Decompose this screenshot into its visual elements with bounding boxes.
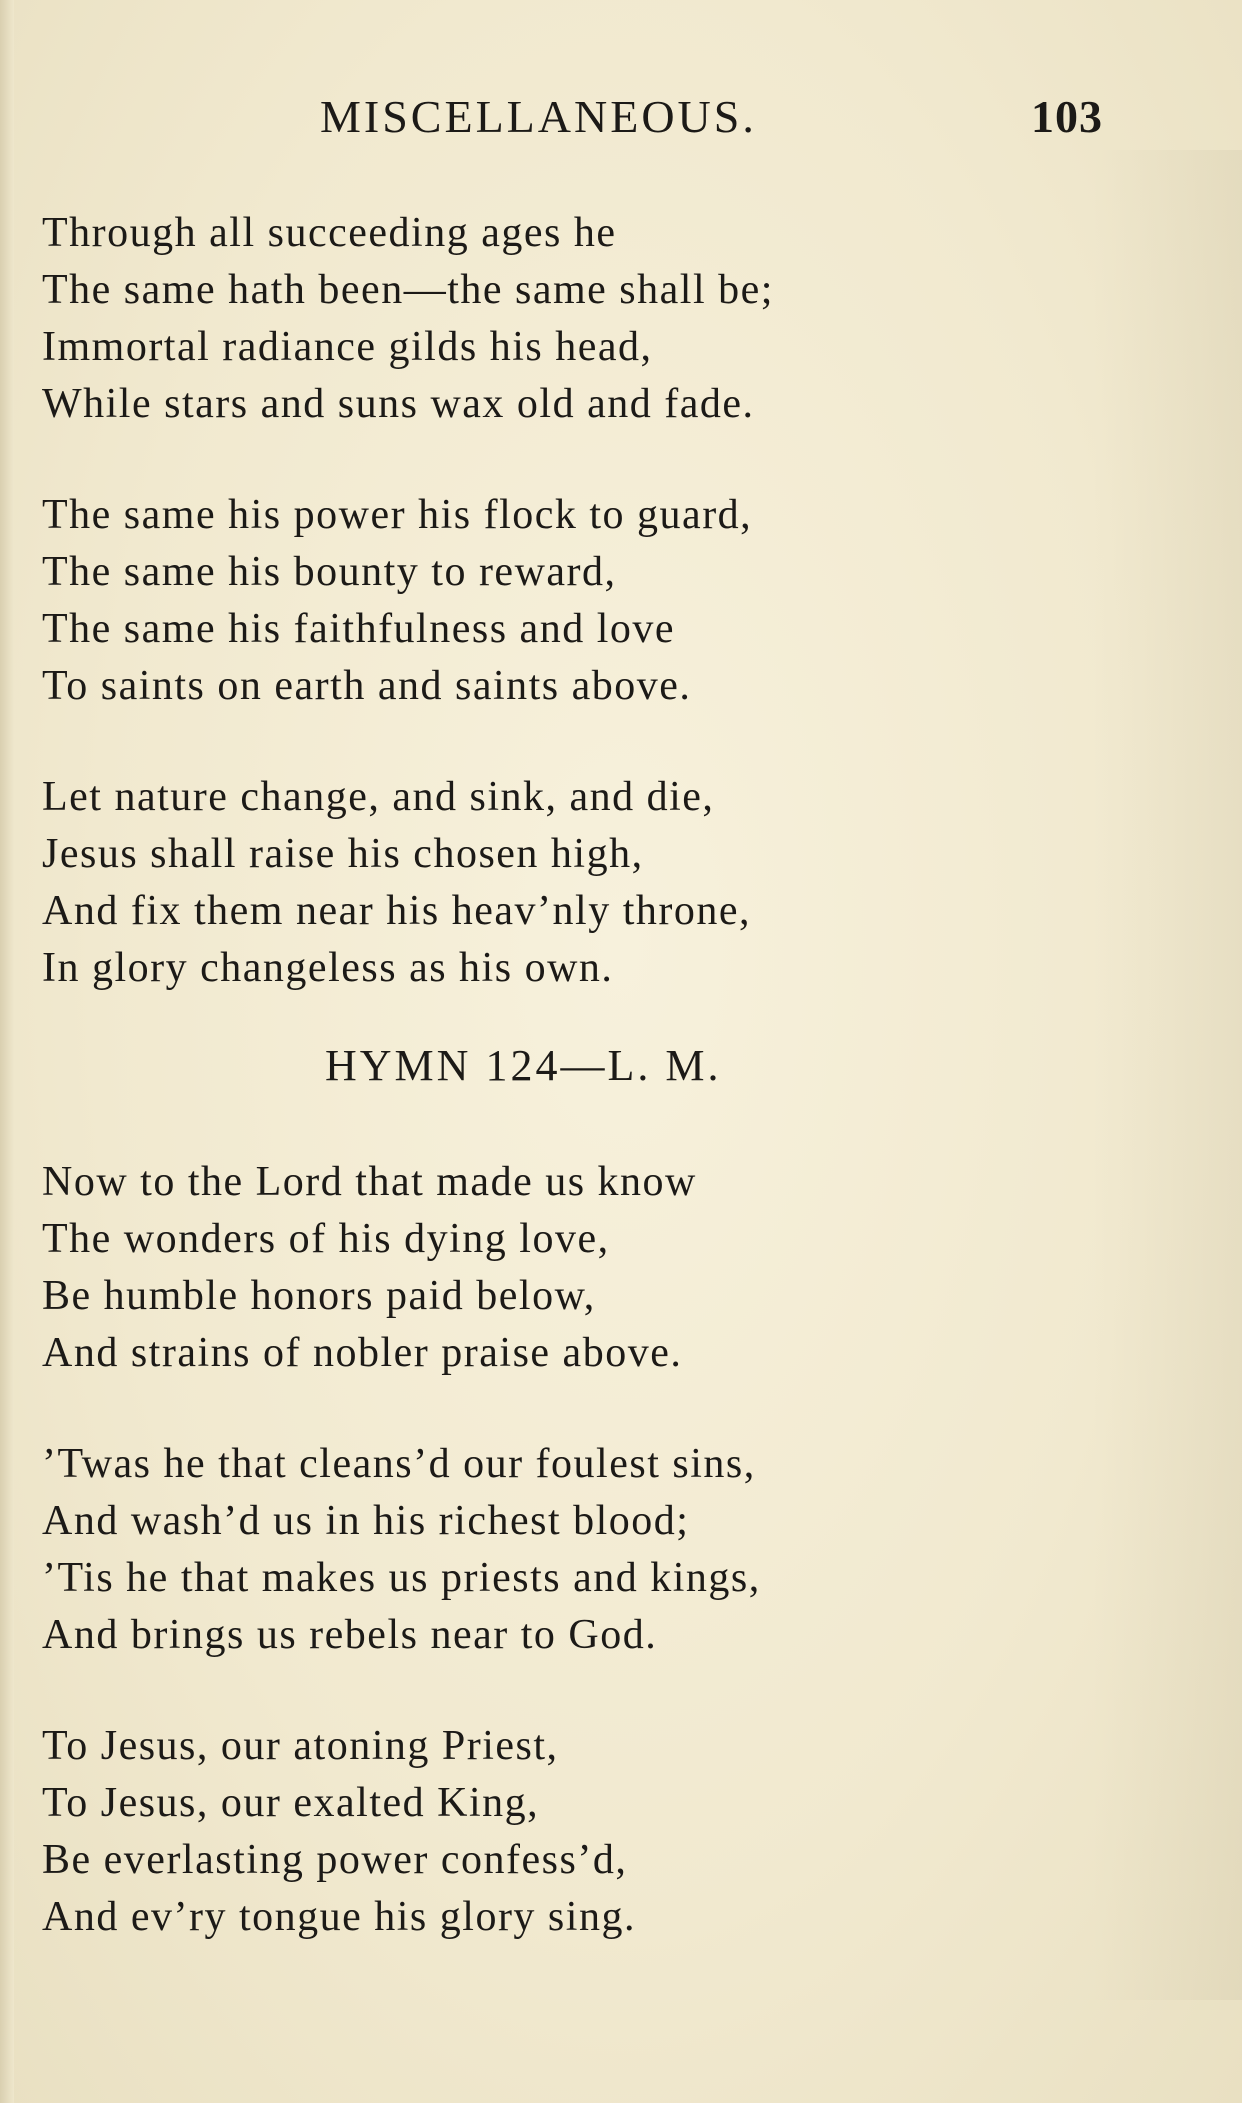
verse-line: The same his faithfulness and love: [42, 606, 676, 652]
stanza: [42, 487, 1122, 715]
page-gutter-edge: [0, 0, 14, 2103]
hymn-title: HYMN 124—L. M.: [325, 1041, 722, 1090]
verse-line: The same his bounty to reward,: [42, 549, 617, 595]
verse-line: The wonders of his dying love,: [42, 1216, 610, 1262]
verse-line: Be humble honors paid below,: [42, 1273, 596, 1319]
stanza: [42, 769, 1122, 997]
verse-line: In glory changeless as his own.: [42, 945, 614, 991]
verse-line: Be everlasting power confess’d,: [42, 1837, 628, 1883]
verse-line: And strains of nobler praise above.: [42, 1330, 683, 1376]
verse-line: And fix them near his heav’nly throne,: [42, 888, 751, 934]
stanza: [42, 1436, 1122, 1664]
verse-line: ’Tis he that makes us priests and kings,: [42, 1555, 761, 1601]
verse-line: To saints on earth and saints above.: [42, 663, 692, 709]
verse-line: While stars and suns wax old and fade.: [42, 381, 755, 427]
verse-line: To Jesus, our exalted King,: [42, 1780, 540, 1826]
verse-line: ’Twas he that cleans’d our foulest sins,: [42, 1441, 756, 1487]
running-title: MISCELLANEOUS.: [320, 91, 757, 142]
verse-line: To Jesus, our atoning Priest,: [42, 1723, 559, 1769]
verse-line: Immortal radiance gilds his head,: [42, 324, 653, 370]
stanza: [42, 205, 1122, 433]
stanza: [42, 1718, 1122, 1946]
stanza: [42, 1154, 1122, 1382]
verse-line: Through all succeeding ages he: [42, 210, 617, 256]
verse-line: The same hath been—the same shall be;: [42, 267, 774, 313]
verse-line: And ev’ry tongue his glory sing.: [42, 1894, 636, 1940]
page-number: 103: [1031, 91, 1103, 142]
page-header: [320, 90, 1120, 150]
verse-line: The same his power his flock to guard,: [42, 492, 753, 538]
verse-line: Jesus shall raise his chosen high,: [42, 831, 644, 877]
verse-line: Let nature change, and sink, and die,: [42, 774, 715, 820]
verse-line: And brings us rebels near to God.: [42, 1612, 658, 1658]
verse-line: Now to the Lord that made us know: [42, 1159, 697, 1205]
hymn-text: [42, 205, 1122, 2000]
verse-line: And wash’d us in his richest blood;: [42, 1498, 690, 1544]
